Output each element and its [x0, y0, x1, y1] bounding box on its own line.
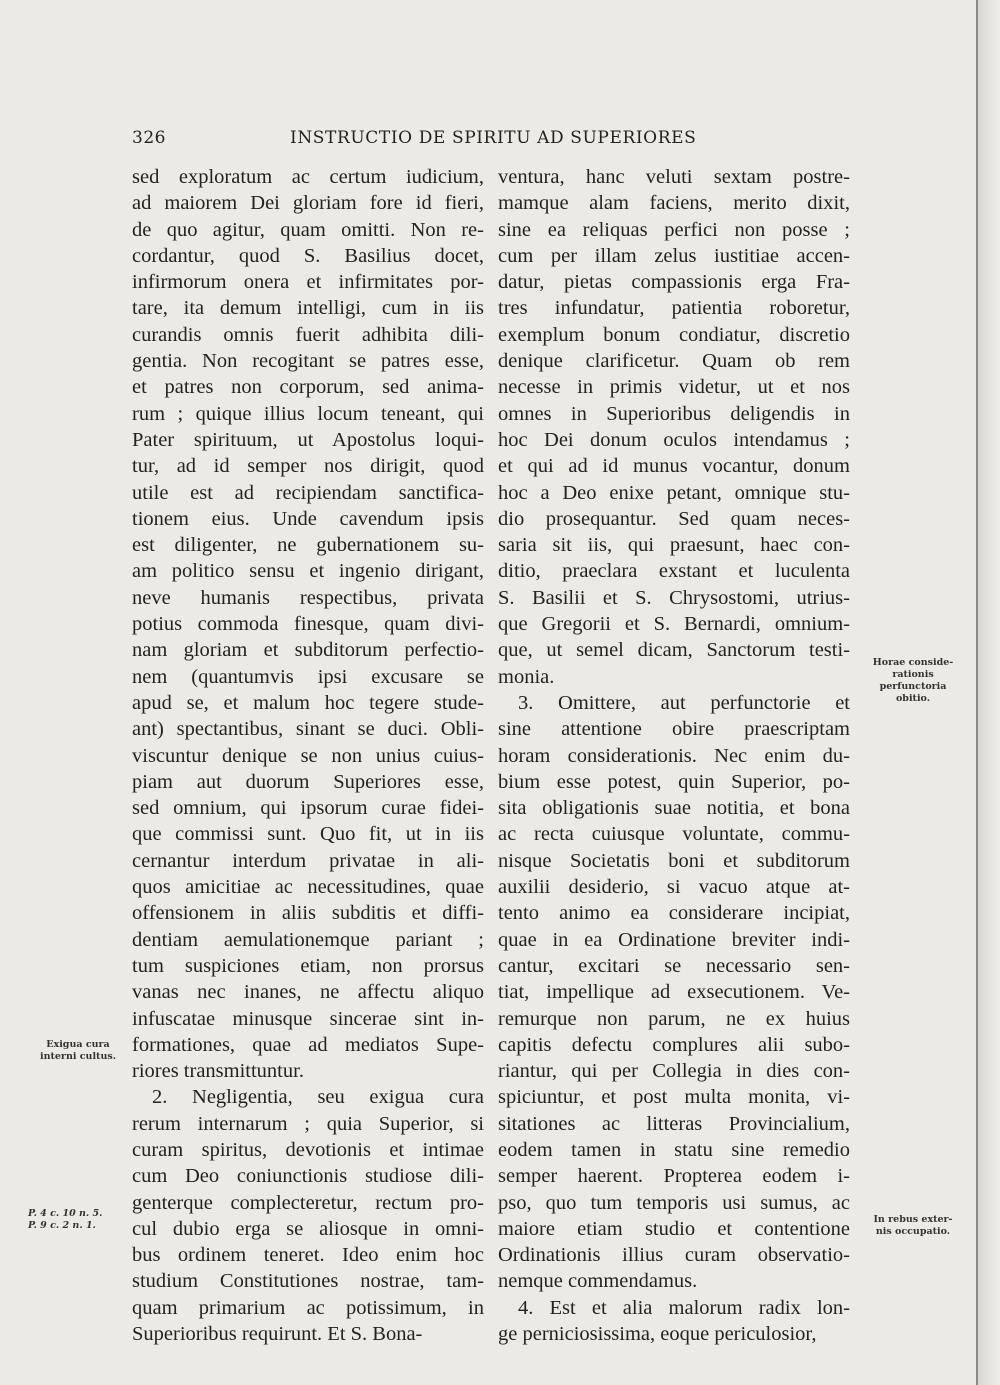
- text-line: tiat, impellique ad exsecutionem. Ve-: [498, 981, 850, 1004]
- reference-line: P. 4 c. 10 n. 5.: [28, 1208, 103, 1219]
- margin-reference: [28, 1208, 102, 1232]
- text-line: ant) spectantibus, sinant se duci. Obli-: [132, 718, 484, 741]
- text-line: cordantur, quod S. Basilius docet,: [132, 244, 484, 267]
- text-line: genterque complecteretur, rectum pro-: [132, 1191, 484, 1214]
- text-line: capitis defectu complures alii subo-: [498, 1033, 850, 1056]
- right-text-column: [498, 164, 850, 1347]
- margin-note-line: obitio.: [895, 693, 931, 704]
- text-line: gentia. Non recogitant se patres esse,: [132, 350, 484, 373]
- text-line: semper haerent. Propterea eodem i-: [498, 1165, 850, 1188]
- text-line: que, ut semel dicam, Sanctorum testi-: [498, 639, 850, 662]
- text-line: ventura, hanc veluti sextam postre-: [498, 166, 850, 188]
- text-line: riantur, qui per Collegia in dies con-: [498, 1060, 850, 1083]
- text-line: maiore etiam studio et contentione: [498, 1217, 850, 1240]
- text-line: utile est ad recipiendam sanctifica-: [132, 481, 484, 504]
- text-line: studium Constitutiones nostrae, tam-: [132, 1270, 484, 1293]
- text-line: nem (quantumvis ipsi excusare se: [132, 665, 484, 688]
- text-line: pso, quo tum temporis usi sumus, ac: [498, 1191, 850, 1214]
- text-line: tres infundatur, patientia roboretur,: [498, 297, 850, 320]
- text-line: curam spiritus, devotionis et intimae: [132, 1138, 484, 1161]
- text-line: quam primarium ac potissimum, in: [132, 1296, 484, 1319]
- text-line: omnes in Superioribus deligendis in: [498, 402, 850, 425]
- running-title: INSTRUCTIO DE SPIRITU AD SUPERIORES: [290, 128, 697, 148]
- reference-line: P. 9 c. 2 n. 1.: [28, 1220, 96, 1231]
- text-line: ge perniciosissima, eoque periculosior,: [498, 1323, 817, 1346]
- text-line: et patres non corporum, sed anima-: [132, 376, 484, 399]
- text-line: rum ; quique illius locum teneant, qui: [132, 402, 484, 425]
- text-line: nam gloriam et subditorum perfectio-: [132, 639, 484, 662]
- text-line: cum per illam zelus iustitiae accen-: [498, 244, 850, 267]
- text-line: cum Deo coniunctionis studiose dili-: [132, 1165, 484, 1188]
- text-line: saria sit iis, qui praesunt, haec con-: [498, 534, 850, 557]
- text-line: piam aut duorum Superiores esse,: [132, 770, 484, 793]
- text-line: que commissi sunt. Quo fit, ut in iis: [132, 823, 484, 846]
- text-line: 3. Omittere, aut perfunctorie et: [518, 691, 850, 714]
- text-line: necesse in primis videtur, ut et nos: [498, 376, 850, 399]
- text-line: neve humanis respectibus, privata: [132, 586, 484, 609]
- text-line: et qui ad id munus vocantur, donum: [498, 455, 850, 478]
- page-number: 326: [132, 128, 166, 148]
- margin-note-line: interni cultus.: [39, 1051, 117, 1062]
- page-edge-line: [976, 0, 978, 1385]
- text-line: formationes, quae ad mediatos Supe-: [132, 1033, 484, 1056]
- text-line: de quo agitur, quam omitti. Non re-: [132, 218, 484, 241]
- text-line: ad maiorem Dei gloriam fore id fieri,: [132, 192, 484, 215]
- margin-note-line: In rebus exter-: [873, 1214, 953, 1225]
- text-line: infirmorum onera et infirmitates por-: [132, 271, 484, 294]
- text-line: denique clarificetur. Quam ob rem: [498, 350, 850, 373]
- text-line: sine ea reliquas perfici non posse ;: [498, 218, 850, 241]
- text-line: dentiam aemulationemque pariant ;: [132, 928, 484, 951]
- text-line: offensionem in aliis subditis et diffi-: [132, 902, 484, 925]
- text-line: eodem tamen in statu sine remedio: [498, 1138, 850, 1161]
- text-line: remurque non parum, ne ex huius: [498, 1007, 850, 1030]
- text-line: am politico sensu et ingenio dirigant,: [132, 560, 484, 583]
- text-line: spiciuntur, et post multa monita, vi-: [498, 1086, 850, 1109]
- text-line: ditio, praeclara exstant et luculenta: [498, 560, 850, 583]
- text-line: 4. Est et alia malorum radix lon-: [518, 1296, 850, 1319]
- text-line: Ordinationis illius curam observatio-: [498, 1244, 850, 1267]
- text-line: datur, pietas compassionis erga Fra-: [498, 271, 850, 294]
- margin-note-line: nis occupatio.: [875, 1226, 951, 1237]
- text-line: est diligenter, ne gubernationem su-: [132, 534, 484, 557]
- text-line: viscuntur denique se non unius cuius-: [132, 744, 484, 767]
- margin-note-line: Exigua cura: [46, 1039, 110, 1050]
- text-line: quos amicitiae ac necessitudines, quae: [132, 876, 484, 899]
- page-header: [132, 128, 852, 158]
- text-line: Pater spirituum, ut Apostolus loqui-: [132, 428, 484, 451]
- text-line: quae in ea Ordinatione breviter indi-: [498, 928, 850, 951]
- text-line: vanas nec inanes, ne affectu aliquo: [132, 981, 484, 1004]
- text-line: sed omnium, qui ipsorum curae fidei-: [132, 797, 484, 820]
- text-line: tento animo ea considerare incipiat,: [498, 902, 850, 925]
- text-line: bium esse potest, quin Superior, po-: [498, 770, 850, 793]
- text-line: horam considerationis. Nec enim du-: [498, 744, 850, 767]
- text-line: exemplum bonum condiatur, discretio: [498, 323, 850, 346]
- text-line: tur, ad id semper nos dirigit, quod: [132, 455, 484, 478]
- text-line: hoc a Deo enixe petant, omnique stu-: [498, 481, 850, 504]
- text-line: hoc Dei donum oculos intendamus ;: [498, 428, 850, 451]
- left-text-column: [132, 164, 484, 1347]
- text-line: sed exploratum ac certum iudicium,: [132, 166, 484, 188]
- text-line: cantur, excitari se necessario sen-: [498, 954, 850, 977]
- text-line: cernantur interdum privatae in ali-: [132, 849, 484, 872]
- text-line: tum suspiciones etiam, non prorsus: [132, 954, 484, 977]
- text-line: monia.: [498, 665, 555, 688]
- text-line: mamque alam faciens, merito dixit,: [498, 192, 850, 215]
- text-line: potius commoda finesque, quam divi-: [132, 613, 484, 636]
- text-line: cul dubio erga se aliosque in omni-: [132, 1217, 484, 1240]
- text-line: curandis omnis fuerit adhibita dili-: [132, 323, 484, 346]
- text-line: tionem eius. Unde cavendum ipsis: [132, 507, 484, 530]
- text-line: nemque commendamus.: [498, 1270, 698, 1293]
- margin-note-exigua-cura: [22, 1039, 134, 1063]
- text-line: sine attentione obire praescriptam: [498, 718, 850, 741]
- text-line: riores transmittuntur.: [132, 1060, 304, 1083]
- margin-note-line: perfunctoria: [879, 681, 947, 692]
- text-line: nisque Societatis boni et subditorum: [498, 849, 850, 872]
- margin-note-in-rebus-externis: [858, 1214, 968, 1238]
- text-line: apud se, et malum hoc tegere stude-: [132, 691, 484, 714]
- text-line: ac recta cuiusque voluntate, commu-: [498, 823, 850, 846]
- text-line: tare, ita demum intelligi, cum in iis: [132, 297, 484, 320]
- text-line: rerum internarum ; quia Superior, si: [132, 1112, 484, 1135]
- text-line: Superioribus requirunt. Et S. Bona-: [132, 1323, 423, 1346]
- margin-note-line: rationis: [892, 669, 934, 680]
- margin-note-line: Horae conside-: [872, 657, 954, 668]
- text-line: que Gregorii et S. Bernardi, omnium-: [498, 613, 850, 636]
- text-line: auxilii desiderio, si vacuo atque at-: [498, 876, 850, 899]
- margin-note-horae-considerationis: [858, 657, 968, 705]
- text-line: sita obligationis suae notitia, et bona: [498, 797, 850, 820]
- text-line: bus ordinem teneret. Ideo enim hoc: [132, 1244, 484, 1267]
- text-line: sitationes ac litteras Provincialium,: [498, 1112, 850, 1135]
- page-gutter-shadow: [978, 0, 1000, 1385]
- text-line: dio prosequantur. Sed quam neces-: [498, 507, 850, 530]
- text-line: 2. Negligentia, seu exigua cura: [152, 1086, 484, 1109]
- text-line: S. Basilii et S. Chrysostomi, utrius-: [498, 586, 850, 609]
- text-line: infuscatae minusque sincerae sint in-: [132, 1007, 484, 1030]
